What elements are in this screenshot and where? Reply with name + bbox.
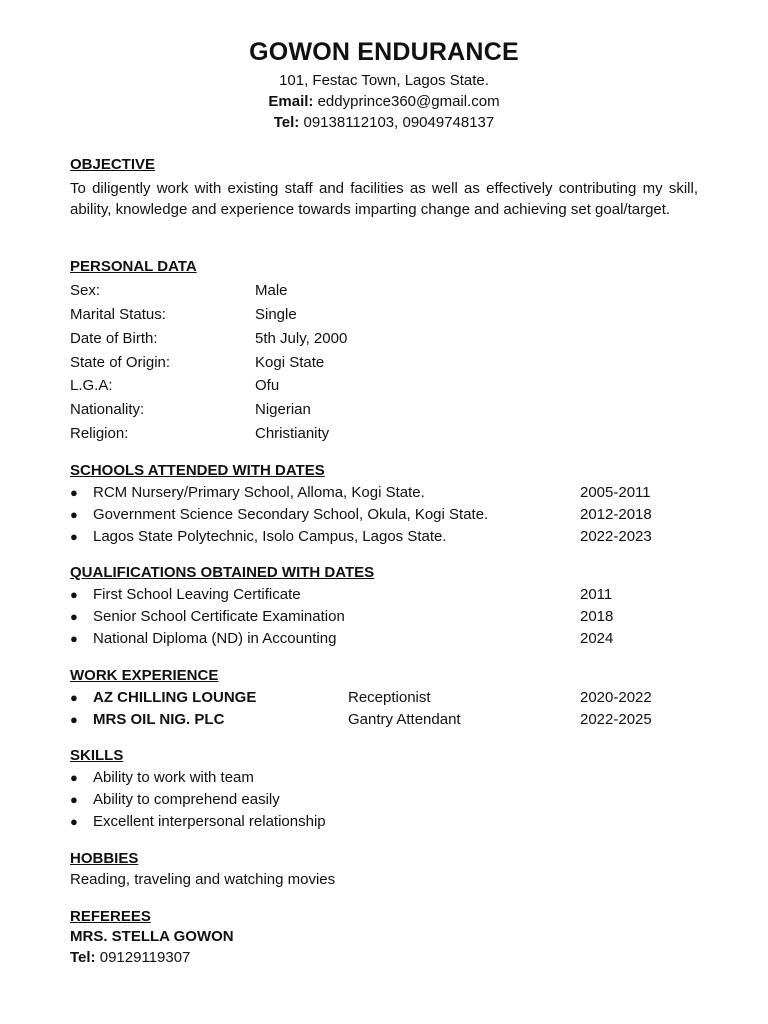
personal-data-value: Kogi State — [255, 354, 325, 371]
hobbies-heading: HOBBIES — [70, 850, 139, 867]
personal-data-value: Nigerian — [255, 401, 311, 418]
bullet-icon: ● — [70, 609, 78, 624]
personal-data-value: Single — [255, 306, 297, 323]
school-dates: 2005-2011 — [580, 484, 651, 501]
bullet-icon: ● — [70, 485, 78, 500]
personal-data-label: Nationality: — [70, 401, 145, 418]
bullet-icon: ● — [70, 792, 78, 807]
email-value: eddyprince360@gmail.com — [317, 93, 500, 110]
bullet-icon: ● — [70, 631, 78, 646]
personal-data-label: L.G.A: — [70, 377, 113, 394]
personal-data-label: State of Origin: — [70, 354, 171, 371]
referee-telephone-value: 09129119307 — [99, 949, 191, 966]
personal-data-value: Male — [255, 282, 288, 299]
personal-data-value: 5th July, 2000 — [255, 330, 348, 347]
skill-item: Ability to comprehend easily — [93, 791, 280, 808]
personal-data-label: Religion: — [70, 425, 129, 442]
school-name: RCM Nursery/Primary School, Alloma, Kogi State. — [93, 484, 425, 501]
personal-data-label: Marital Status: — [70, 306, 166, 323]
job-role: Receptionist — [348, 689, 431, 706]
personal-data-label: Date of Birth: — [70, 330, 158, 347]
qualification-year: 2011 — [580, 586, 613, 603]
referee-telephone-label: Tel: — [70, 949, 96, 966]
referee-name: MRS. STELLA GOWON — [70, 928, 234, 945]
email-line — [0, 93, 768, 110]
school-name: Government Science Secondary School, Okula, Kogi State. — [93, 506, 489, 523]
personal-data-value: Ofu — [255, 377, 280, 394]
job-dates: 2020-2022 — [580, 689, 652, 706]
qualification-name: First School Leaving Certificate — [93, 586, 301, 603]
school-name: Lagos State Polytechnic, Isolo Campus, Lagos State. — [93, 528, 447, 545]
bullet-icon: ● — [70, 690, 78, 705]
schools-heading: SCHOOLS ATTENDED WITH DATES — [70, 462, 325, 479]
qualification-year: 2024 — [580, 630, 614, 647]
telephone-line — [0, 114, 768, 131]
objective-text: To diligently work with existing staff and facilities as well as effectively contributing my skill, ability, knowledge and experience towards imparting change and achieving set goal/target. — [70, 180, 698, 218]
job-dates: 2022-2025 — [580, 711, 652, 728]
email-label: Email: — [268, 93, 314, 110]
qualification-name: National Diploma (ND) in Accounting — [93, 630, 337, 647]
skill-item: Ability to work with team — [93, 769, 254, 786]
address-line: 101, Festac Town, Lagos State. — [279, 72, 489, 89]
hobbies-text: Reading, traveling and watching movies — [70, 871, 336, 888]
job-role: Gantry Attendant — [348, 711, 461, 728]
school-dates: 2022-2023 — [580, 528, 652, 545]
qualifications-heading: QUALIFICATIONS OBTAINED WITH DATES — [70, 564, 375, 581]
telephone-label: Tel: — [273, 114, 300, 131]
bullet-icon: ● — [70, 770, 78, 785]
telephone-value: 09138112103, 09049748137 — [303, 114, 495, 131]
bullet-icon: ● — [70, 587, 78, 602]
personal-data-value: Christianity — [255, 425, 330, 442]
skill-item: Excellent interpersonal relationship — [93, 813, 326, 830]
personal-data-label: Sex: — [70, 282, 101, 299]
bullet-icon: ● — [70, 529, 78, 544]
referees-heading: REFEREES — [70, 908, 151, 925]
bullet-icon: ● — [70, 507, 78, 522]
applicant-name: GOWON ENDURANCE — [249, 38, 519, 66]
objective-heading: OBJECTIVE — [70, 156, 156, 173]
qualification-year: 2018 — [580, 608, 614, 625]
referee-telephone-line — [70, 949, 190, 966]
bullet-icon: ● — [70, 814, 78, 829]
work-experience-heading: WORK EXPERIENCE — [70, 667, 219, 684]
school-dates: 2012-2018 — [580, 506, 652, 523]
employer-name: AZ CHILLING LOUNGE — [93, 689, 257, 706]
qualification-name: Senior School Certificate Examination — [93, 608, 345, 625]
employer-name: MRS OIL NIG. PLC — [93, 711, 225, 728]
bullet-icon: ● — [70, 712, 78, 727]
skills-heading: SKILLS — [70, 747, 124, 764]
personal-data-heading: PERSONAL DATA — [70, 258, 197, 275]
